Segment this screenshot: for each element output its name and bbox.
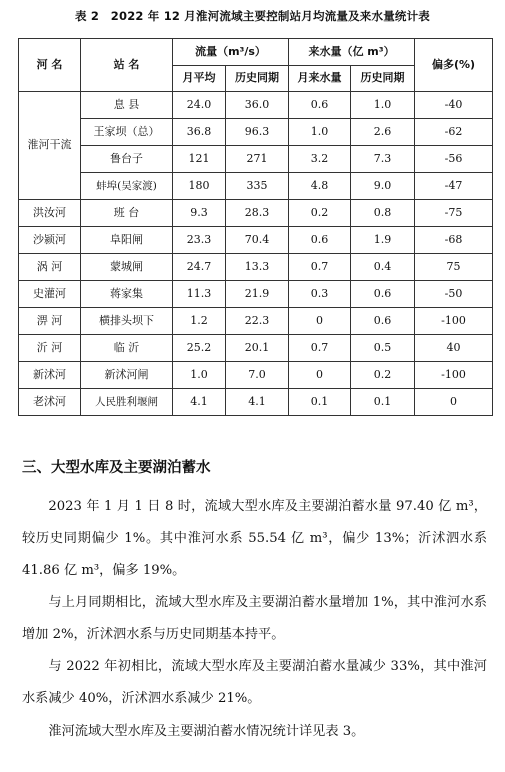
table-row xyxy=(19,173,493,200)
table-caption: 表 2 2022 年 12 月淮河流域主要控制站月均流量及来水量统计表 xyxy=(74,9,431,23)
station-cell: 临 沂 xyxy=(81,335,173,362)
vol-month-cell: 0.6 xyxy=(289,227,351,254)
vol-month-cell: 0 xyxy=(289,362,351,389)
flow-avg-cell: 36.8 xyxy=(173,119,226,146)
flow-statistics-table xyxy=(18,38,493,416)
section-title: 三、大型水库及主要湖泊蓄水 xyxy=(22,460,211,476)
station-cell: 人民胜利堰闸 xyxy=(81,389,173,416)
header-volume: 来水量（亿 m³） xyxy=(289,39,415,66)
station-cell: 蚌埠(吴家渡) xyxy=(81,173,173,200)
flow-hist-cell: 70.4 xyxy=(226,227,289,254)
vol-month-cell: 3.2 xyxy=(289,146,351,173)
header-flow-avg: 月平均 xyxy=(173,66,226,92)
river-cell: 老沭河 xyxy=(19,389,81,416)
station-cell: 班 台 xyxy=(81,200,173,227)
flow-hist-cell: 36.0 xyxy=(226,92,289,119)
header-flow-hist: 历史同期 xyxy=(226,66,289,92)
flow-hist-cell: 96.3 xyxy=(226,119,289,146)
table-row xyxy=(19,362,493,389)
vol-hist-cell: 1.9 xyxy=(351,227,415,254)
flow-avg-cell: 121 xyxy=(173,146,226,173)
header-vol-hist: 历史同期 xyxy=(351,66,415,92)
vol-hist-cell: 7.3 xyxy=(351,146,415,173)
river-cell: 涡 河 xyxy=(19,254,81,281)
header-vol-month: 月来水量 xyxy=(289,66,351,92)
flow-hist-cell: 335 xyxy=(226,173,289,200)
paragraph-storage-total: 2023 年 1 月 1 日 8 时，流域大型水库及主要湖泊蓄水量 97.40 亿 m³，较历史同期偏少 1%。其中淮河水系 55.54 亿 m³，偏少 13%；沂沭泗水系 41.86 亿 m³，偏多 19%。 xyxy=(22,499,487,578)
flow-avg-cell: 25.2 xyxy=(173,335,226,362)
vol-hist-cell: 0.1 xyxy=(351,389,415,416)
river-cell: 沂 河 xyxy=(19,335,81,362)
table-row xyxy=(19,200,493,227)
diff-cell: -100 xyxy=(415,308,493,335)
vol-month-cell: 0.7 xyxy=(289,335,351,362)
header-diff: 偏多(%) xyxy=(415,39,493,92)
river-cell: 史灌河 xyxy=(19,281,81,308)
station-cell: 蒋家集 xyxy=(81,281,173,308)
station-cell: 王家坝（总） xyxy=(81,119,173,146)
paragraph-table-reference: 淮河流域大型水库及主要湖泊蓄水情况统计详见表 3。 xyxy=(48,724,365,739)
paragraph-month-compare: 与上月同期相比，流域大型水库及主要湖泊蓄水量增加 1%，其中淮河水系增加 2%，沂沭泗水系与历史同期基本持平。 xyxy=(22,595,487,642)
vol-hist-cell: 0.5 xyxy=(351,335,415,362)
flow-hist-cell: 4.1 xyxy=(226,389,289,416)
diff-cell: -100 xyxy=(415,362,493,389)
diff-cell: 40 xyxy=(415,335,493,362)
flow-avg-cell: 11.3 xyxy=(173,281,226,308)
station-cell: 蒙城闸 xyxy=(81,254,173,281)
vol-month-cell: 1.0 xyxy=(289,119,351,146)
river-cell: 淠 河 xyxy=(19,308,81,335)
table-row xyxy=(19,308,493,335)
flow-avg-cell: 4.1 xyxy=(173,389,226,416)
table-row xyxy=(19,92,493,119)
river-cell: 淮河干流 xyxy=(19,92,81,200)
vol-hist-cell: 0.2 xyxy=(351,362,415,389)
vol-month-cell: 0.1 xyxy=(289,389,351,416)
vol-hist-cell: 2.6 xyxy=(351,119,415,146)
diff-cell: 75 xyxy=(415,254,493,281)
header-river: 河 名 xyxy=(19,39,81,92)
vol-hist-cell: 0.4 xyxy=(351,254,415,281)
vol-month-cell: 0 xyxy=(289,308,351,335)
river-cell: 新沭河 xyxy=(19,362,81,389)
vol-month-cell: 0.2 xyxy=(289,200,351,227)
flow-avg-cell: 24.0 xyxy=(173,92,226,119)
vol-hist-cell: 0.8 xyxy=(351,200,415,227)
diff-cell: -68 xyxy=(415,227,493,254)
table-row xyxy=(19,335,493,362)
vol-month-cell: 0.7 xyxy=(289,254,351,281)
station-cell: 新沭河闸 xyxy=(81,362,173,389)
vol-month-cell: 0.6 xyxy=(289,92,351,119)
flow-avg-cell: 23.3 xyxy=(173,227,226,254)
station-cell: 息 县 xyxy=(81,92,173,119)
flow-hist-cell: 13.3 xyxy=(226,254,289,281)
diff-cell: -50 xyxy=(415,281,493,308)
table-row xyxy=(19,227,493,254)
flow-hist-cell: 28.3 xyxy=(226,200,289,227)
river-cell: 沙颍河 xyxy=(19,227,81,254)
flow-hist-cell: 22.3 xyxy=(226,308,289,335)
paragraph-year-compare: 与 2022 年初相比，流域大型水库及主要湖泊蓄水量减少 33%，其中淮河水系减少 40%，沂沭泗水系减少 21%。 xyxy=(22,659,487,706)
flow-hist-cell: 21.9 xyxy=(226,281,289,308)
station-cell: 横排头坝下 xyxy=(81,308,173,335)
flow-avg-cell: 24.7 xyxy=(173,254,226,281)
flow-avg-cell: 9.3 xyxy=(173,200,226,227)
vol-hist-cell: 9.0 xyxy=(351,173,415,200)
vol-month-cell: 4.8 xyxy=(289,173,351,200)
flow-hist-cell: 20.1 xyxy=(226,335,289,362)
flow-avg-cell: 1.0 xyxy=(173,362,226,389)
header-flow: 流量（m³/s） xyxy=(173,39,289,66)
diff-cell: 0 xyxy=(415,389,493,416)
vol-hist-cell: 0.6 xyxy=(351,308,415,335)
flow-avg-cell: 180 xyxy=(173,173,226,200)
table-row xyxy=(19,254,493,281)
diff-cell: -47 xyxy=(415,173,493,200)
river-cell: 洪汝河 xyxy=(19,200,81,227)
table-row xyxy=(19,389,493,416)
table-row xyxy=(19,146,493,173)
table-row xyxy=(19,281,493,308)
vol-hist-cell: 1.0 xyxy=(351,92,415,119)
station-cell: 阜阳闸 xyxy=(81,227,173,254)
header-station: 站 名 xyxy=(81,39,173,92)
diff-cell: -62 xyxy=(415,119,493,146)
vol-month-cell: 0.3 xyxy=(289,281,351,308)
flow-hist-cell: 7.0 xyxy=(226,362,289,389)
flow-avg-cell: 1.2 xyxy=(173,308,226,335)
table-row xyxy=(19,119,493,146)
diff-cell: -75 xyxy=(415,200,493,227)
diff-cell: -40 xyxy=(415,92,493,119)
flow-hist-cell: 271 xyxy=(226,146,289,173)
diff-cell: -56 xyxy=(415,146,493,173)
vol-hist-cell: 0.6 xyxy=(351,281,415,308)
station-cell: 鲁台子 xyxy=(81,146,173,173)
